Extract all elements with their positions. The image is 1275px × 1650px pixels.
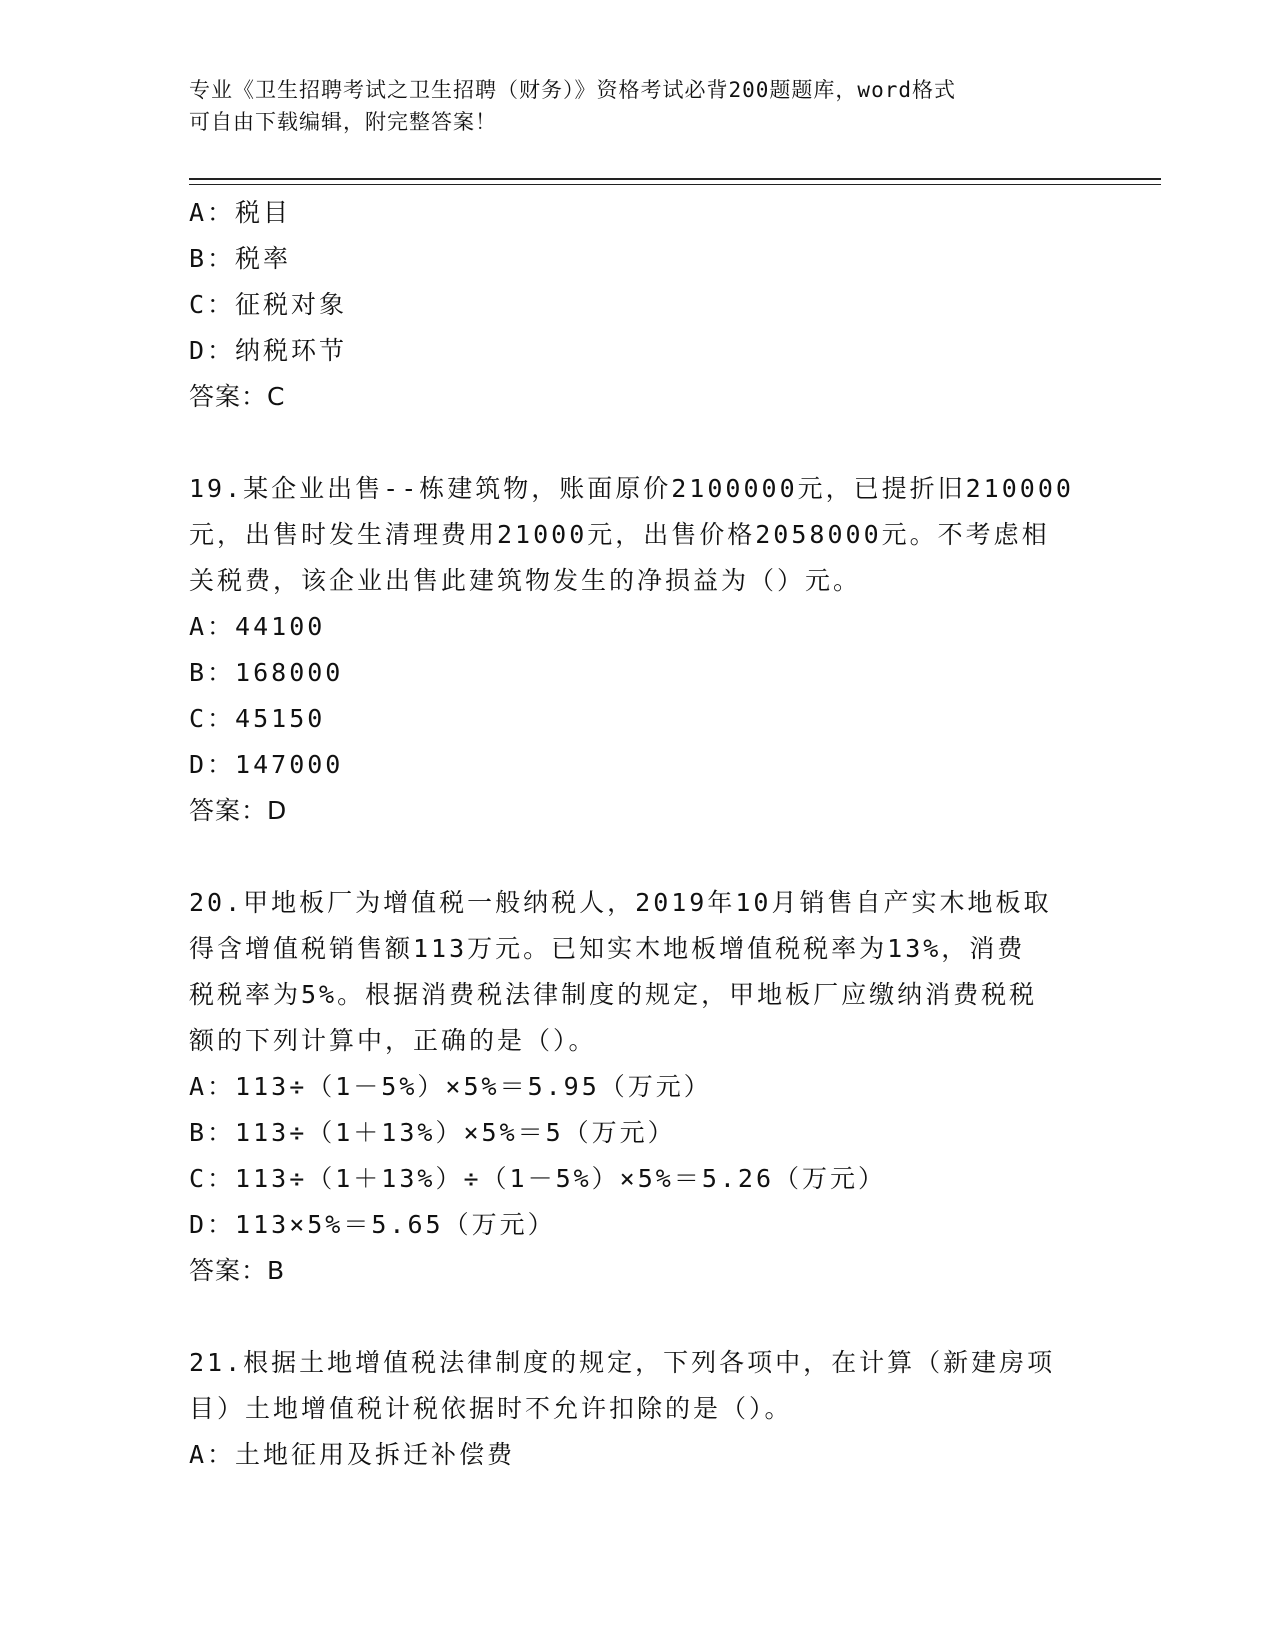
question-stem-line: 19.某企业出售--栋建筑物，账面原价2100000元，已提折旧210000 bbox=[189, 474, 1074, 503]
header-divider-thin bbox=[189, 184, 1161, 185]
question-21 bbox=[189, 1340, 1089, 1478]
header-line-1: 专业《卫生招聘考试之卫生招聘（财务）》资格考试必背200题题库，word格式 bbox=[189, 78, 956, 102]
spacer bbox=[189, 420, 1089, 466]
option-d: D：113×5%＝5.65（万元） bbox=[189, 1210, 556, 1239]
option-b: B：税率 bbox=[189, 244, 292, 273]
question-stem-line: 额的下列计算中，正确的是（）。 bbox=[189, 1026, 597, 1055]
header-line-2: 可自由下载编辑，附完整答案！ bbox=[189, 110, 497, 134]
answer: 答案：D bbox=[189, 796, 288, 825]
question-stem-line: 元，出售时发生清理费用21000元，出售价格2058000元。不考虑相 bbox=[189, 520, 1050, 549]
question-stem-line: 20.甲地板厂为增值税一般纳税人，2019年10月销售自产实木地板取 bbox=[189, 888, 1052, 917]
spacer bbox=[189, 1294, 1089, 1340]
option-d: D：147000 bbox=[189, 750, 344, 779]
document-header bbox=[189, 74, 1089, 138]
question-20 bbox=[189, 880, 1089, 1294]
question-19 bbox=[189, 466, 1089, 834]
question-18 bbox=[189, 190, 1089, 420]
option-c: C：113÷（1＋13%）÷（1－5%）×5%＝5.26（万元） bbox=[189, 1164, 887, 1193]
option-a: A：税目 bbox=[189, 198, 292, 227]
question-stem-line: 得含增值税销售额113万元。已知实木地板增值税税率为13%，消费 bbox=[189, 934, 1026, 963]
answer: 答案：C bbox=[189, 382, 286, 411]
option-c: C：征税对象 bbox=[189, 290, 348, 319]
question-stem-line: 目）土地增值税计税依据时不允许扣除的是（）。 bbox=[189, 1394, 793, 1423]
question-list bbox=[189, 190, 1089, 1478]
option-b: B：113÷（1＋13%）×5%＝5（万元） bbox=[189, 1118, 676, 1147]
option-d: D：纳税环节 bbox=[189, 336, 348, 365]
spacer bbox=[189, 834, 1089, 880]
option-c: C：45150 bbox=[189, 704, 326, 733]
header-divider-thick bbox=[189, 178, 1161, 180]
option-b: B：168000 bbox=[189, 658, 344, 687]
question-stem-line: 关税费，该企业出售此建筑物发生的净损益为（）元。 bbox=[189, 566, 862, 595]
option-a: A：113÷（1－5%）×5%＝5.95（万元） bbox=[189, 1072, 712, 1101]
answer: 答案：B bbox=[189, 1256, 286, 1285]
question-stem-line: 21.根据土地增值税法律制度的规定，下列各项中，在计算（新建房项 bbox=[189, 1348, 1056, 1377]
question-stem-line: 税税率为5%。根据消费税法律制度的规定，甲地板厂应缴纳消费税税 bbox=[189, 980, 1038, 1009]
option-a: A：土地征用及拆迁补偿费 bbox=[189, 1440, 516, 1469]
option-a: A：44100 bbox=[189, 612, 326, 641]
